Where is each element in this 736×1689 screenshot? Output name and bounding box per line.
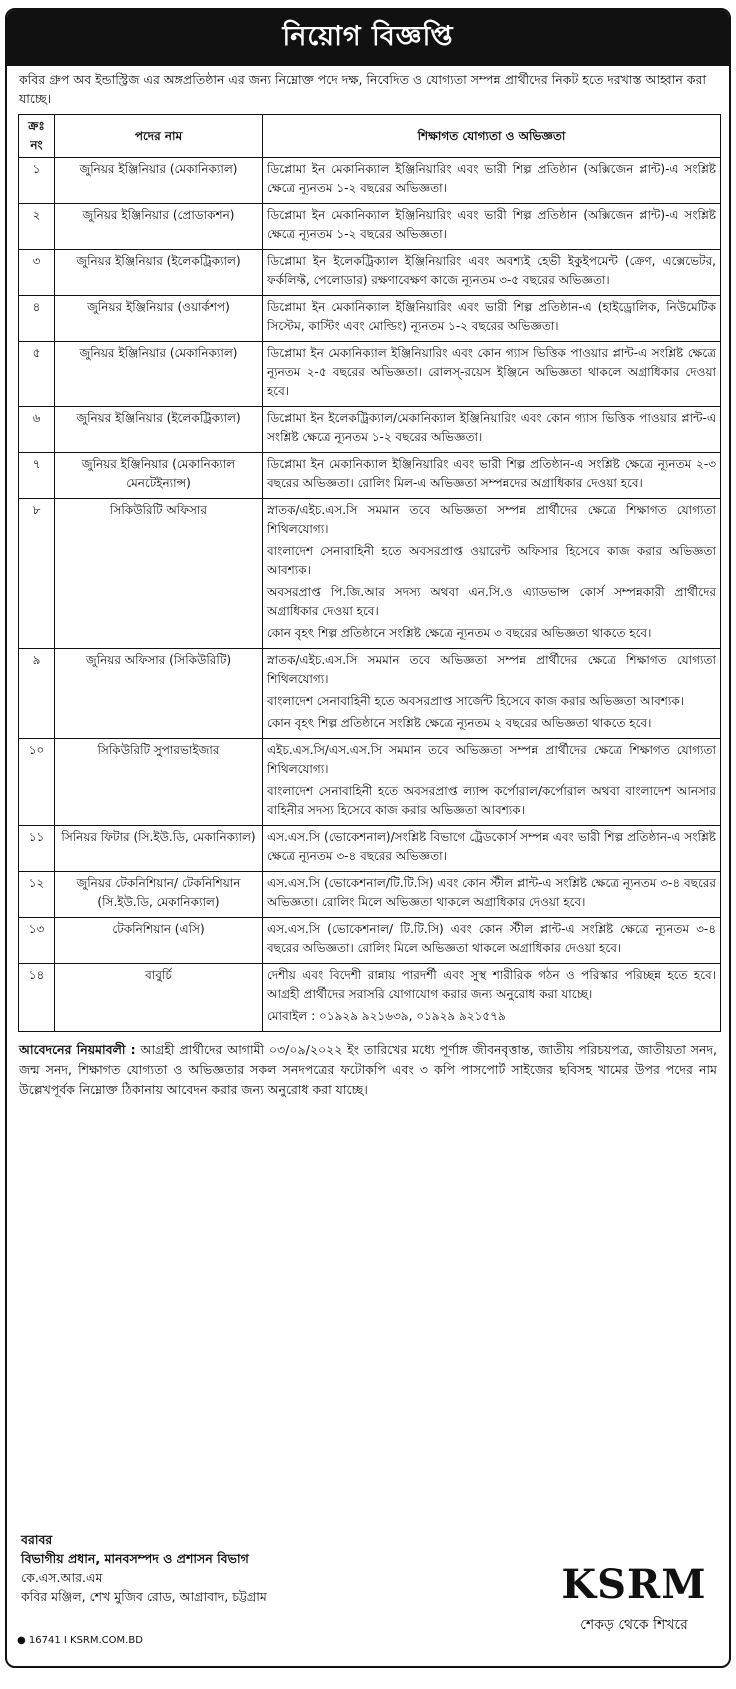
row-serial: ৯	[19, 649, 55, 739]
table-row	[19, 204, 721, 250]
ad-title: নিয়োগ বিজ্ঞপ্তি	[7, 10, 729, 66]
row-position: সিনিয়র ফিটার (সি.ইউ.ডি, মেকানিক্যাল)	[55, 826, 263, 872]
row-position: জুনিয়র ইঞ্জিনিয়ার (মেকানিক্যাল)	[55, 342, 263, 407]
requirement-paragraph: ডিপ্লোমা ইন মেকানিক্যাল ইঞ্জিনিয়ারিং এবং ভারী শিল্প প্রতিষ্ঠান (অক্সিজেন প্লান্ট)-এ সংশ্লিষ্ট ক্ষেত্রে ন্যূনতম ১-২ বছরের অভিজ্ঞতা।	[267, 208, 716, 241]
row-requirements	[263, 964, 721, 1032]
row-position: জুনিয়র ইঞ্জিনিয়ার (ওয়ার্কশপ)	[55, 296, 263, 342]
row-position: টেকনিশিয়ান (এসি)	[55, 918, 263, 964]
table-row	[19, 964, 721, 1032]
requirement-paragraph: বাংলাদেশ সেনাবাহিনী হতে অবসরপ্রাপ্ত ল্যান্স কর্পোরাল/কর্পোরাল অথবা বাংলাদেশ আনসার বাহিনীর সদস্য হিসেবে কাজ করার অভিজ্ঞতা আবশ্যক।	[267, 784, 716, 817]
row-requirements	[263, 826, 721, 872]
row-position: জুনিয়র ইঞ্জিনিয়ার (ইলেকট্রিক্যাল)	[55, 250, 263, 296]
requirement-paragraph: কোন বৃহৎ শিল্প প্রতিষ্ঠানে সংশ্লিষ্ট ক্ষেত্রে ন্যূনতম ২ বছরের অভিজ্ঞতা থাকতে হবে।	[267, 716, 652, 730]
table-row	[19, 453, 721, 499]
row-requirements	[263, 453, 721, 499]
requirement-paragraph: এইচ.এস.সি/এস.এস.সি সমমান তবে অভিজ্ঞতা সম্পন্ন প্রার্থীদের ক্ষেত্রে শিক্ষাগত যোগ্যতা শিথিলযোগ্য।	[267, 743, 716, 776]
row-requirements	[263, 407, 721, 453]
address-to: বরাবর	[21, 1532, 53, 1547]
table-header-row	[19, 115, 721, 158]
row-position: জুনিয়র ইঞ্জিনিয়ার (ইলেকট্রিক্যাল)	[55, 407, 263, 453]
row-serial: ২	[19, 204, 55, 250]
footer-reference: ● 16741 I KSRM.COM.BD	[17, 1635, 143, 1646]
requirement-paragraph: বাংলাদেশ সেনাবাহিনী হতে অবসরপ্রাপ্ত ওয়ারেন্ট অফিসার হিসেবে কাজ করার অভিজ্ঞতা আবশ্যক।	[267, 544, 716, 577]
positions-table	[18, 114, 721, 1032]
requirement-paragraph: ডিপ্লোমা ইন মেকানিক্যাল ইঞ্জিনিয়ারিং এবং ভারী শিল্প প্রতিষ্ঠান-এ (হাইড্রোলিক, নিউমেটিক সিস্টেম, কাস্টিং এবং মোল্ডিং) ন্যূনতম ১-২ বছরের অভিজ্ঞতা।	[267, 300, 716, 333]
address-department: বিভাগীয় প্রধান, মানবসম্পদ ও প্রশাসন বিভাগ	[21, 1551, 249, 1566]
table-row	[19, 342, 721, 407]
row-serial: ১০	[19, 739, 55, 826]
row-position: সিকিউরিটি অফিসার	[55, 499, 263, 649]
row-requirements	[263, 158, 721, 204]
row-serial: ৩	[19, 250, 55, 296]
table-row	[19, 407, 721, 453]
header-serial: ক্রঃ নং	[19, 115, 55, 158]
requirement-paragraph: এস.এস.সি (ভোকেশনাল/টি.টি.সি) এবং কোন স্টীল প্লান্ট-এ সংশ্লিষ্ট ক্ষেত্রে ন্যূনতম ৩-৪ বছরের অভিজ্ঞতা। রোলিং মিলে অভিজ্ঞতা থাকলে অগ্রাধিকার দেওয়া হবে।	[267, 876, 716, 909]
requirement-paragraph: স্নাতক/এইচ.এস.সি সমমান তবে অভিজ্ঞতা সম্পন্ন প্রার্থীদের ক্ষেত্রে শিক্ষাগত যোগ্যতা শিথিলযোগ্য।	[267, 503, 716, 536]
logo-tagline: শেকড় থেকে শিখরে	[580, 1617, 688, 1633]
table-row	[19, 296, 721, 342]
requirement-paragraph: ডিপ্লোমা ইন মেকানিক্যাল ইঞ্জিনিয়ারিং এবং ভারী শিল্প প্রতিষ্ঠান (অক্সিজেন প্লান্ট)-এ সংশ্লিষ্ট ক্ষেত্রে ন্যূনতম ১-২ বছরের অভিজ্ঞতা।	[267, 162, 716, 195]
row-position: জুনিয়র ইঞ্জিনিয়ার (মেকানিক্যাল মেনটেইন্যান্স)	[55, 453, 263, 499]
requirement-paragraph: এস.এস.সি (ভোকেশনাল)/সংশ্লিষ্ট বিভাগে ট্রেডকোর্স সম্পন্ন এবং ভারী শিল্প প্রতিষ্ঠান-এ সংশ্লিষ্ট ক্ষেত্রে ন্যূনতম ৩-৪ বছরের অভিজ্ঞতা।	[267, 830, 716, 863]
row-serial: ৮	[19, 499, 55, 649]
row-requirements	[263, 649, 721, 739]
row-requirements	[263, 872, 721, 918]
row-requirements	[263, 342, 721, 407]
rules-label: আবেদনের নিয়মাবলী :	[19, 1042, 136, 1057]
header-position: পদের নাম	[55, 115, 263, 158]
requirement-paragraph: বাংলাদেশ সেনাবাহিনী হতে অবসরপ্রাপ্ত সার্জেন্ট হিসেবে কাজ করার অভিজ্ঞতা আবশ্যক।	[267, 694, 685, 708]
address-organization: কে.এস.আর.এম	[21, 1570, 103, 1585]
row-position: সিকিউরিটি সুপারভাইজার	[55, 739, 263, 826]
application-rules	[7, 1032, 729, 1100]
row-requirements	[263, 918, 721, 964]
requirement-paragraph: ডিপ্লোমা ইন ইলেকট্রিক্যাল/মেকানিক্যাল ইঞ্জিনিয়ারিং এবং কোন গ্যাস ভিত্তিক পাওয়ার প্লান্ট-এ সংশ্লিষ্ট ক্ষেত্রে ন্যূনতম ১-২ বছরের অভিজ্ঞতা।	[267, 411, 716, 444]
table-row	[19, 872, 721, 918]
row-requirements	[263, 296, 721, 342]
address-location: কবির মঞ্জিল, শেখ মুজিব রোড, আগ্রাবাদ, চট্টগ্রাম	[21, 1589, 267, 1604]
requirement-paragraph: মোবাইল : ০১৯২৯ ৯২১৬৩৯, ০১৯২৯ ৯২১৫৭৯	[267, 1009, 506, 1023]
intro-text: কবির গ্রুপ অব ইন্ডাস্ট্রিজ এর অঙ্গপ্রতিষ্ঠান এর জন্য নিম্নোক্ত পদে দক্ষ, নিবেদিত ও যোগ্যতা সম্পন্ন প্রার্থীদের নিকট হতে দরখাস্ত আহ্বান করা যাচ্ছে।	[19, 72, 707, 106]
row-serial: ৬	[19, 407, 55, 453]
address-block	[21, 1530, 267, 1606]
row-position: জুনিয়র ইঞ্জিনিয়ার (মেকানিক্যাল)	[55, 158, 263, 204]
row-position: বাবুর্চি	[55, 964, 263, 1032]
requirement-paragraph: ডিপ্লোমা ইন মেকানিক্যাল ইঞ্জিনিয়ারিং এবং কোন গ্যাস ভিত্তিক পাওয়ার প্লান্ট-এ সংশ্লিষ্ট ক্ষেত্রে ন্যূনতম ২-৫ বছরের অভিজ্ঞতা। রোলস্-রয়েস ইঞ্জিনে অভিজ্ঞতা থাকলে অগ্রাধিকার দেওয়া হবে।	[267, 346, 716, 398]
row-position: জুনিয়র টেকনিশিয়ান/ টেকনিশিয়ান (সি.ইউ.ডি, মেকানিক্যাল)	[55, 872, 263, 918]
job-advertisement	[5, 8, 731, 1668]
requirement-paragraph: দেশীয় এবং বিদেশী রান্নায় পারদর্শী এবং সুস্থ শারীরিক গঠন ও পরিস্কার পরিচ্ছন্ন হতে হবে। আগ্রহী প্রার্থীদের সরাসরি যোগাযোগ করার জন্য অনুরোধ করা যাচ্ছে।	[267, 968, 716, 1001]
row-requirements	[263, 499, 721, 649]
table-row	[19, 250, 721, 296]
requirement-paragraph: এস.এস.সি (ভোকেশনাল/ টি.টি.সি) এবং কোন স্টীল প্লান্ট-এ সংশ্লিষ্ট ক্ষেত্রে ন্যূনতম ৩-৪ বছরের অভিজ্ঞতা। রোলিং মিলে অভিজ্ঞতা থাকলে অগ্রাধিকার দেওয়া হবে।	[267, 922, 716, 955]
row-serial: ৭	[19, 453, 55, 499]
header-requirements: শিক্ষাগত যোগ্যতা ও অভিজ্ঞতা	[263, 115, 721, 158]
row-position: জুনিয়র ইঞ্জিনিয়ার (প্রোডাকশন)	[55, 204, 263, 250]
row-serial: ৪	[19, 296, 55, 342]
rules-text: আগ্রহী প্রার্থীদের আগামী ০৩/০৯/২০২২ ইং তারিখের মধ্যে পূর্ণাঙ্গ জীবনবৃত্তান্ত, জাতীয় পরিচয়পত্র, জাতীয়তা সনদ, জন্ম সনদ, শিক্ষাগত যোগ্যতা ও অভিজ্ঞতার সকল সনদপত্রের ফটোকপি এবং ৩ কপি পাসপোর্ট সাইজের ছবিসহ খামের উপর পদের নাম উল্লেখপূর্বক নিম্নোক্ত ঠিকানায় আবেদন করার জন্য অনুরোধ করা যাচ্ছে।	[19, 1042, 717, 1097]
row-serial: ১২	[19, 872, 55, 918]
row-serial: ১৩	[19, 918, 55, 964]
logo-mark: KSRM	[561, 1561, 707, 1608]
row-requirements	[263, 739, 721, 826]
table-row	[19, 499, 721, 649]
requirement-paragraph: স্নাতক/এইচ.এস.সি সমমান তবে অভিজ্ঞতা সম্পন্ন প্রার্থীদের ক্ষেত্রে শিক্ষাগত যোগ্যতা শিথিলযোগ্য।	[267, 653, 716, 686]
requirement-paragraph: ডিপ্লোমা ইন মেকানিক্যাল ইঞ্জিনিয়ারিং এবং ভারী শিল্প প্রতিষ্ঠান-এ সংশ্লিষ্ট ক্ষেত্রে ন্যূনতম ২-৩ বছরের অভিজ্ঞতা। রোলিং মিল-এ অভিজ্ঞতা সম্পন্নদের অগ্রাধিকার দেওয়া হবে।	[267, 457, 716, 490]
row-requirements	[263, 250, 721, 296]
requirement-paragraph: অবসরপ্রাপ্ত পি.জি.আর সদস্য অথবা এন.সি.ও এ্যাডভান্স কোর্স সম্পন্নকারী প্রার্থীদের অগ্রাধিকার দেওয়া হবে।	[267, 585, 716, 618]
table-row	[19, 158, 721, 204]
requirement-paragraph: কোন বৃহৎ শিল্প প্রতিষ্ঠানে সংশ্লিষ্ট ক্ষেত্রে ন্যূনতম ৩ বছরের অভিজ্ঞতা থাকতে হবে।	[267, 626, 652, 640]
row-serial: ৫	[19, 342, 55, 407]
row-serial: ১৪	[19, 964, 55, 1032]
table-row	[19, 649, 721, 739]
table-row	[19, 826, 721, 872]
row-position: জুনিয়র অফিসার (সিকিউরিটি)	[55, 649, 263, 739]
row-serial: ১১	[19, 826, 55, 872]
requirement-paragraph: ডিপ্লোমা ইন ইলেকট্রিক্যাল ইঞ্জিনিয়ারিং এবং অবশ্যই হেভী ইকুইপমেন্ট (ক্রেণ, এক্সেভেটর, ফর্কলিফ্ট, পেলোডার) রক্ষণাবেক্ষণ কাজে ন্যূনতম ৩-৫ বছরের অভিজ্ঞতা।	[267, 254, 716, 287]
row-requirements	[263, 204, 721, 250]
table-row	[19, 739, 721, 826]
row-serial: ১	[19, 158, 55, 204]
ksrm-logo	[559, 1563, 709, 1637]
table-row	[19, 918, 721, 964]
